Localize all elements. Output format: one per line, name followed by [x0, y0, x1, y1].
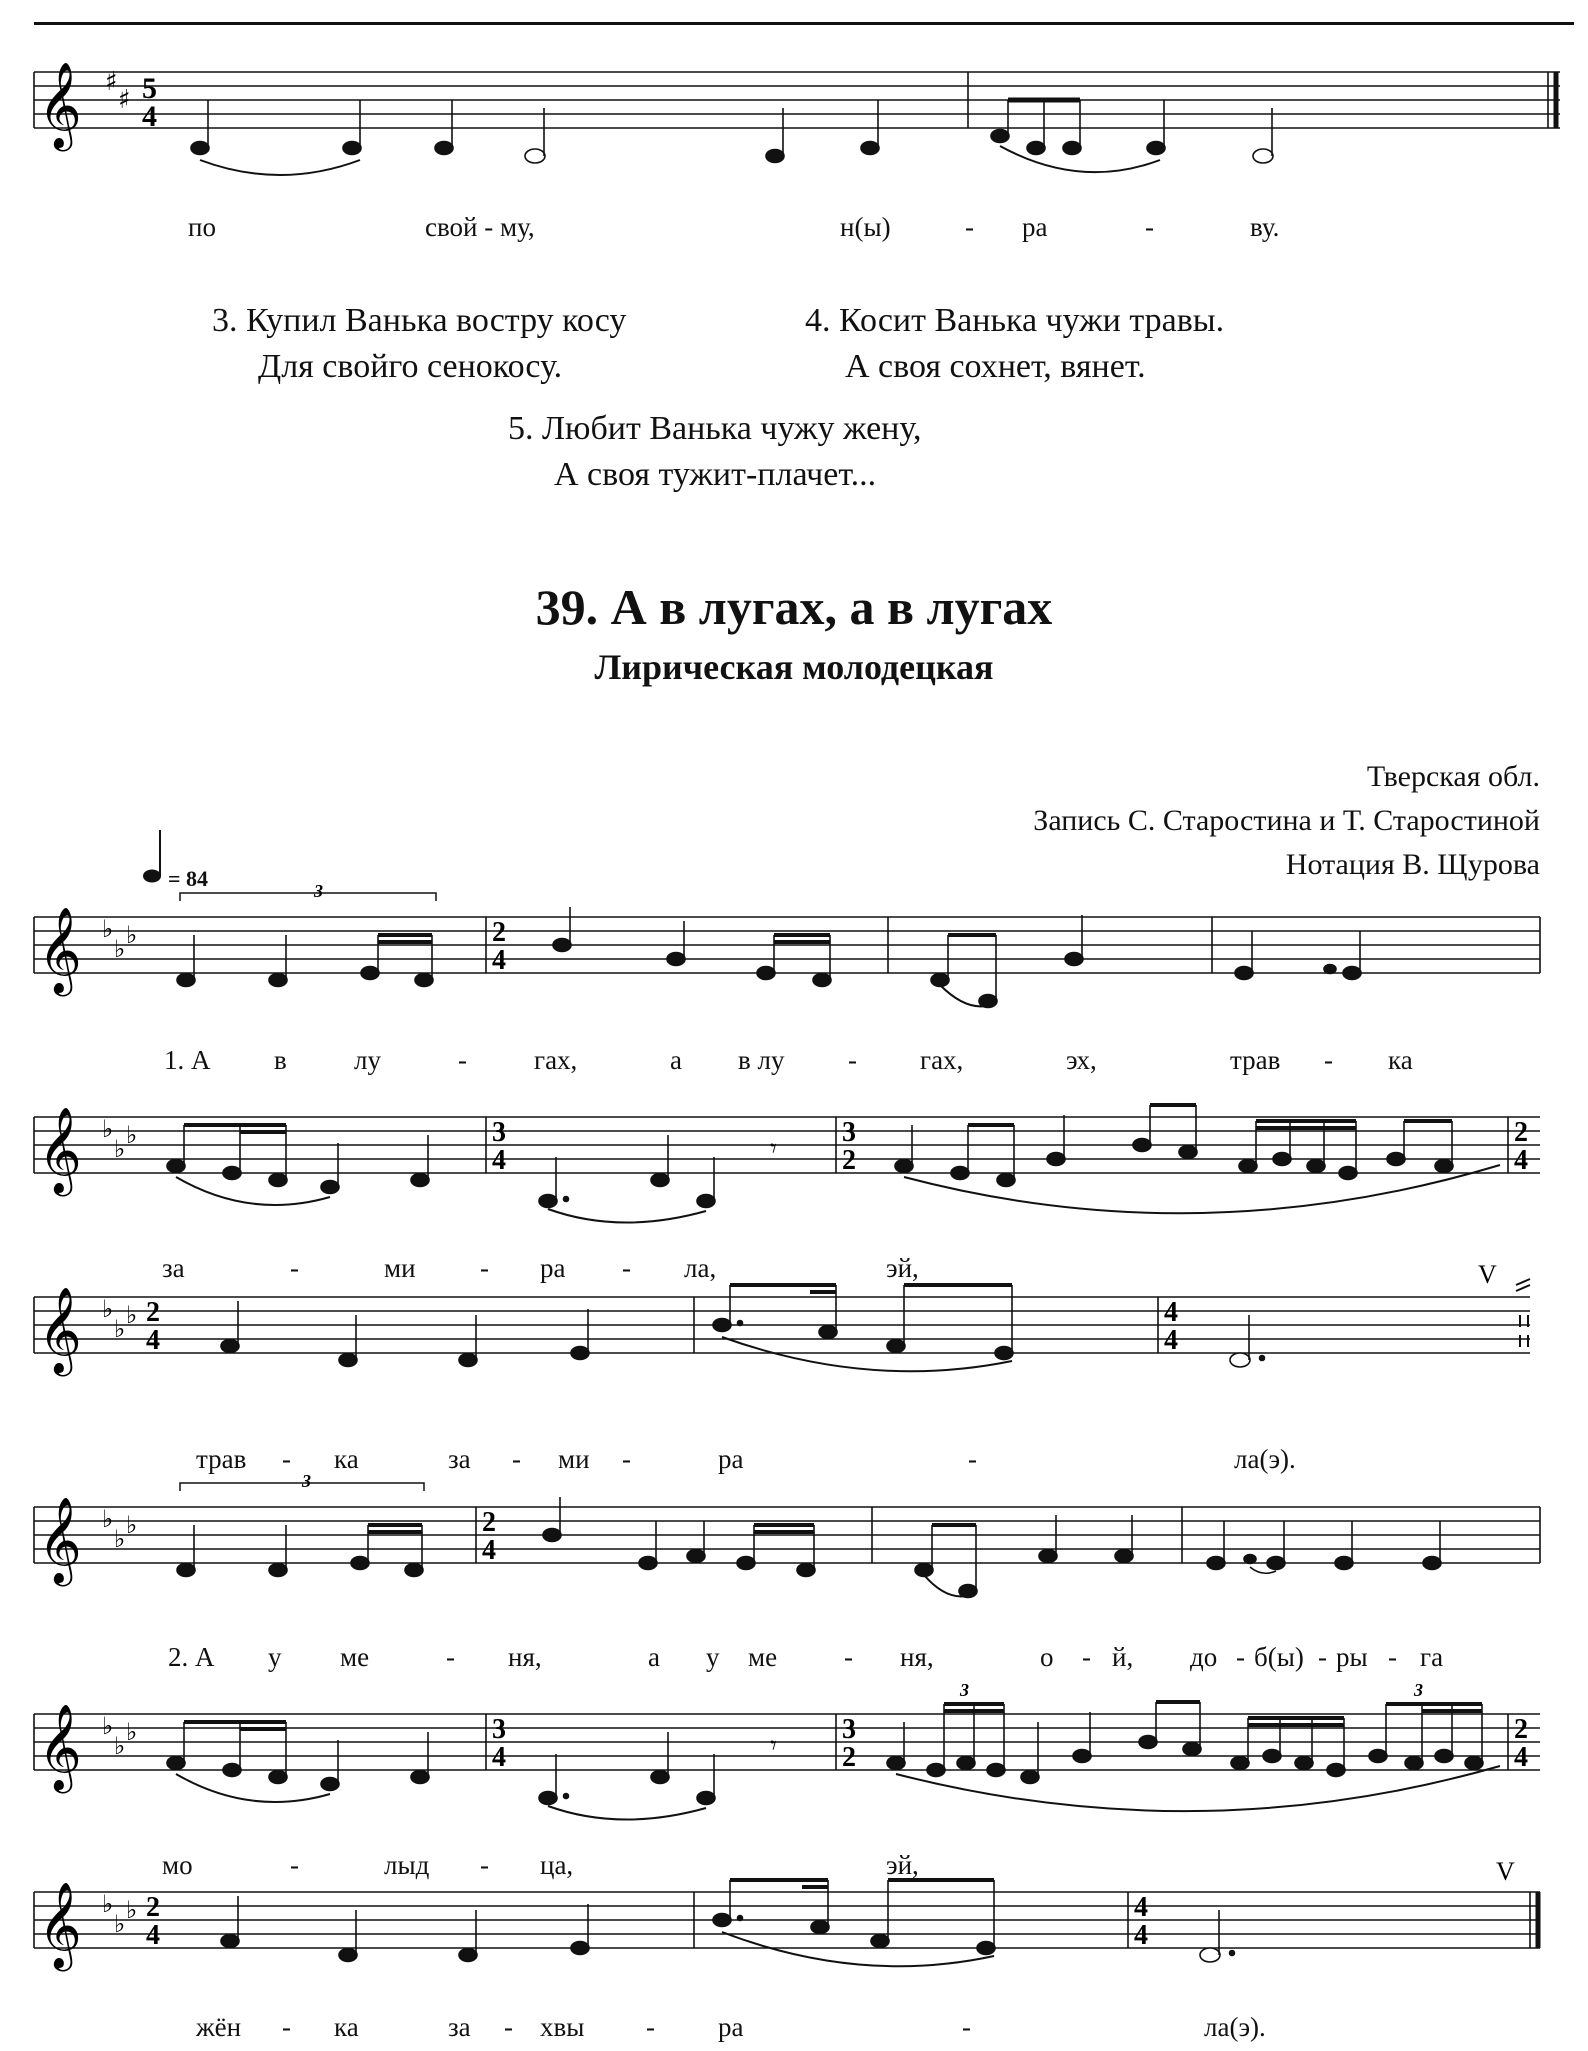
lyric-syllable: лу	[354, 1045, 381, 1075]
lyric-syllable: -	[1082, 1642, 1091, 1672]
note	[411, 1174, 429, 1187]
verse-3: 3. Купил Ванька востру косу Для свойго сенокосу.	[212, 302, 627, 385]
lyric-syllable: ме	[748, 1642, 778, 1672]
time-signature: 4	[492, 1742, 506, 1773]
lyric-syllable: -	[290, 1253, 299, 1283]
note	[177, 974, 195, 987]
verse-4: 4. Косит Ванька чужи травы. А своя сохнет, вянет.	[805, 302, 1225, 385]
note	[1435, 1750, 1453, 1763]
time-signature: 2	[842, 1742, 856, 1773]
lyric-syllable: эх,	[1066, 1045, 1097, 1075]
lyric-syllable: -	[282, 1444, 291, 1474]
time-signature: 4	[492, 945, 506, 976]
note	[571, 1347, 589, 1360]
song-title: 39. А в лугах, а в лугах	[535, 579, 1053, 635]
lyric-syllable: ву.	[1250, 212, 1280, 242]
lyric-syllable: а	[648, 1642, 660, 1672]
note	[269, 1564, 287, 1577]
note	[1387, 1153, 1405, 1166]
lyric-syllable: ка	[334, 2012, 359, 2042]
lyric-syllable: гах,	[920, 1045, 964, 1075]
note	[667, 953, 685, 966]
lyric-syllable: ми	[384, 1253, 416, 1283]
note	[931, 974, 949, 987]
lyric-syllable: ры	[1336, 1642, 1368, 1672]
note	[651, 1771, 669, 1784]
note	[1183, 1743, 1201, 1756]
time-signature: 5	[142, 72, 157, 105]
time-signature: 3	[842, 1117, 856, 1148]
staff-system-4	[0, 1471, 1588, 1595]
note	[553, 939, 571, 952]
treble-clef-icon: 𝄞	[38, 1107, 82, 1193]
flat-icon: ♭	[126, 1718, 138, 1746]
lyric-syllable: трав	[196, 1444, 247, 1474]
lyric-syllable: га	[1420, 1642, 1444, 1672]
note	[539, 1195, 557, 1208]
note	[459, 1354, 477, 1367]
lyric-syllable: -	[480, 1253, 489, 1283]
note	[321, 1778, 339, 1791]
flat-icon: ♭	[126, 1121, 138, 1149]
tuplet-number: 3	[1414, 1680, 1423, 1700]
flat-icon: ♭	[114, 935, 126, 963]
time-signature: 4	[146, 1325, 160, 1356]
note	[571, 1942, 589, 1955]
note	[415, 974, 433, 987]
flat-icon: ♭	[102, 1295, 114, 1323]
note	[177, 1564, 195, 1577]
lyric-syllable: до	[1190, 1642, 1218, 1672]
lyric-syllable: о	[1040, 1642, 1054, 1672]
lyric-syllable: ла(э).	[1234, 1444, 1296, 1474]
note	[269, 1174, 287, 1187]
time-signature: 4	[1164, 1297, 1178, 1328]
sharp-icon: ♯	[105, 67, 118, 97]
lyric-syllable: -	[962, 2012, 971, 2042]
lyric-syllable: ла,	[684, 1253, 717, 1283]
lyric-syllable: -	[646, 2012, 655, 2042]
lyric-syllable: 2. А	[168, 1642, 215, 1672]
lyric-syllable: й,	[1112, 1642, 1134, 1672]
flat-icon: ♭	[102, 915, 114, 943]
note	[957, 1757, 975, 1770]
note	[811, 1921, 829, 1934]
flat-icon: ♭	[126, 921, 138, 949]
note	[191, 142, 209, 155]
lyric-syllable: -	[446, 1642, 455, 1672]
note	[223, 1764, 241, 1777]
note	[223, 1167, 241, 1180]
note	[339, 1354, 357, 1367]
eighth-rest-icon: 𝄾	[770, 1134, 777, 1164]
note	[1239, 1160, 1257, 1173]
note	[1133, 1139, 1151, 1152]
tuplet-number: 3	[314, 881, 323, 901]
note	[1295, 1757, 1313, 1770]
note	[1021, 1771, 1039, 1784]
lyric-syllable: -	[458, 1045, 467, 1075]
staff-system-5	[0, 1682, 1588, 1822]
treble-clef-icon: 𝄞	[38, 62, 82, 148]
note	[977, 1942, 995, 1955]
note	[697, 1195, 715, 1208]
flat-icon: ♭	[126, 1301, 138, 1329]
lyric-syllable: -	[968, 1444, 977, 1474]
note	[1369, 1750, 1387, 1763]
note	[651, 1174, 669, 1187]
note	[167, 1160, 185, 1173]
time-signature: 2	[1514, 1117, 1528, 1148]
time-signature: 2	[492, 917, 506, 948]
note	[1039, 1550, 1057, 1563]
flat-icon: ♭	[114, 1135, 126, 1163]
lyric-syllable: ня,	[900, 1642, 934, 1672]
note	[887, 1340, 905, 1353]
flat-icon: ♭	[126, 1511, 138, 1539]
note	[435, 142, 453, 155]
lyric-syllable: за	[162, 1253, 185, 1283]
note	[819, 1326, 837, 1339]
lyric-syllable: -	[844, 1642, 853, 1672]
time-signature: 4	[1164, 1325, 1178, 1356]
lyric-syllable: -	[622, 1444, 631, 1474]
treble-clef-icon: 𝄞	[38, 1704, 82, 1790]
lyric-syllable: хвы	[540, 2012, 585, 2042]
time-signature: 4	[142, 100, 157, 133]
lyric-syllable: эй,	[886, 1850, 919, 1880]
sharp-icon: ♯	[118, 85, 131, 115]
note	[543, 1529, 561, 1542]
lyric-syllable: гах,	[534, 1045, 578, 1075]
tempo-marking: = 84	[168, 866, 209, 891]
note	[1423, 1557, 1441, 1570]
note	[221, 1935, 239, 1948]
flat-icon: ♭	[114, 1732, 126, 1760]
lyric-syllable: ра	[1022, 212, 1048, 242]
note	[861, 142, 879, 155]
note	[1435, 1160, 1453, 1173]
lyric-syllable: у	[268, 1642, 282, 1672]
note	[539, 1792, 557, 1805]
note	[871, 1935, 889, 1948]
note	[757, 967, 775, 980]
note	[1147, 142, 1165, 155]
note	[405, 1564, 423, 1577]
lyric-syllable: трав	[1230, 1045, 1281, 1075]
note	[1207, 1557, 1225, 1570]
verse-5: 5. Любит Ванька чужу жену, А своя тужит-плачет...	[508, 410, 922, 493]
note	[951, 1167, 969, 1180]
lyric-syllable: в	[274, 1045, 287, 1075]
lyric-syllable: жён	[196, 2012, 242, 2042]
lyric-syllable: -	[504, 2012, 513, 2042]
grace-note	[1244, 1555, 1256, 1564]
lyric-syllable: в лу	[738, 1045, 785, 1075]
note	[1231, 1757, 1249, 1770]
time-signature: 4	[146, 1920, 160, 1951]
lyric-syllable: мо	[162, 1850, 193, 1880]
flat-icon: ♭	[102, 1115, 114, 1143]
recorded-by: Запись С. Старостина и Т. Старостиной	[1033, 804, 1540, 837]
staff-system-6	[0, 1857, 1588, 2000]
note	[1073, 1750, 1091, 1763]
lyric-syllable: -	[1388, 1642, 1397, 1672]
time-signature: 2	[1514, 1714, 1528, 1745]
lyric-syllable: -	[512, 1444, 521, 1474]
lyric-syllable: -	[965, 212, 974, 242]
note	[459, 1949, 477, 1962]
lyric-syllable: ра	[540, 1253, 566, 1283]
time-signature: 2	[482, 1507, 496, 1538]
time-signature: 3	[492, 1117, 506, 1148]
note	[1065, 953, 1083, 966]
note	[713, 1914, 731, 1927]
lyric-syllable: а	[670, 1045, 682, 1075]
staff-system-3	[0, 1260, 1588, 1405]
note	[1267, 1557, 1285, 1570]
lyric-syllable: ка	[1388, 1045, 1413, 1075]
note	[915, 1564, 933, 1577]
time-signature: 3	[842, 1714, 856, 1745]
note	[887, 1757, 905, 1770]
note	[1465, 1757, 1483, 1770]
lyric-syllable: -	[1318, 1642, 1327, 1672]
note	[1273, 1153, 1291, 1166]
staff-system-2	[0, 1085, 1588, 1225]
note	[1235, 967, 1253, 980]
tuplet-number: 3	[960, 1680, 969, 1700]
note	[639, 1557, 657, 1570]
note	[1063, 142, 1081, 155]
note	[1253, 149, 1273, 163]
eighth-rest-icon: 𝄾	[770, 1731, 777, 1761]
lyric-syllable: -	[1145, 212, 1154, 242]
breath-mark: V	[1478, 1260, 1497, 1289]
note	[1047, 1153, 1065, 1166]
lyric-syllable: ца,	[540, 1850, 574, 1880]
lyric-syllable: лыд	[384, 1850, 430, 1880]
note	[1027, 142, 1045, 155]
lyric-syllable: -	[848, 1045, 857, 1075]
flat-icon: ♭	[102, 1712, 114, 1740]
note	[1200, 1948, 1220, 1962]
lyric-syllable: н(ы)	[840, 212, 891, 242]
note	[1139, 1736, 1157, 1749]
time-signature: 4	[1134, 1920, 1148, 1951]
note	[1343, 967, 1361, 980]
note	[221, 1340, 239, 1353]
note	[687, 1550, 705, 1563]
note	[895, 1160, 913, 1173]
lyric-syllable: эй,	[886, 1253, 919, 1283]
grace-note	[1324, 965, 1336, 974]
note	[1179, 1146, 1197, 1159]
note	[995, 1347, 1013, 1360]
lyric-syllable: ла(э).	[1204, 2012, 1266, 2042]
notation-by: Нотация В. Щурова	[1285, 848, 1540, 881]
time-signature: 4	[482, 1535, 496, 1566]
flat-icon: ♭	[126, 1896, 138, 1924]
note	[1263, 1750, 1281, 1763]
lyric-syllable: ми	[558, 1444, 590, 1474]
treble-clef-icon: 𝄞	[38, 907, 82, 993]
flat-icon: ♭	[114, 1910, 126, 1938]
note	[987, 1764, 1005, 1777]
note	[269, 974, 287, 987]
note	[411, 1771, 429, 1784]
lyric-syllable: -	[480, 1850, 489, 1880]
lyric-syllable: -	[282, 2012, 291, 2042]
note	[1335, 1557, 1353, 1570]
region-label: Тверская обл.	[1366, 760, 1540, 793]
time-signature: 2	[146, 1892, 160, 1923]
breath-mark: V	[1496, 1857, 1515, 1886]
time-signature: 3	[492, 1714, 506, 1745]
lyric-syllable: по	[188, 212, 216, 242]
note	[1230, 1353, 1250, 1367]
note	[269, 1771, 287, 1784]
flat-icon: ♭	[102, 1505, 114, 1533]
lyric-syllable: за	[448, 2012, 471, 2042]
note	[321, 1181, 339, 1194]
top-rule	[34, 22, 1574, 25]
lyric-syllable: за	[448, 1444, 471, 1474]
lyric-syllable: -	[622, 1253, 631, 1283]
note	[361, 967, 379, 980]
note	[697, 1792, 715, 1805]
lyric-syllable: -	[290, 1850, 299, 1880]
treble-clef-icon: 𝄞	[38, 1497, 82, 1583]
lyric-syllable: свой - му,	[425, 212, 535, 242]
staff-system-top	[0, 60, 1588, 200]
note	[797, 1564, 815, 1577]
time-signature: 4	[492, 1145, 506, 1176]
note	[339, 1949, 357, 1962]
note	[766, 150, 784, 163]
time-signature: 2	[146, 1297, 160, 1328]
note	[991, 130, 1009, 143]
lyric-syllable: ня,	[508, 1642, 542, 1672]
lyric-syllable: ра	[718, 1444, 744, 1474]
treble-clef-icon: 𝄞	[38, 1882, 82, 1968]
note	[713, 1319, 731, 1332]
tuplet-number: 3	[302, 1471, 311, 1491]
staff-system-1	[0, 881, 1588, 1005]
note	[1339, 1167, 1357, 1180]
note	[343, 142, 361, 155]
lyric-syllable: ра	[718, 2012, 744, 2042]
quarter-note-icon	[140, 826, 170, 886]
time-signature: 4	[1134, 1892, 1148, 1923]
song-subtitle: Лирическая молодецкая	[594, 647, 994, 687]
note	[813, 974, 831, 987]
lyric-syllable: ме	[340, 1642, 370, 1672]
lyric-syllable: 1. А	[164, 1045, 211, 1075]
note	[351, 1557, 369, 1570]
note	[737, 1557, 755, 1570]
lyric-syllable: б(ы)	[1254, 1642, 1304, 1672]
flat-icon: ♭	[102, 1890, 114, 1918]
time-signature: 2	[842, 1145, 856, 1176]
treble-clef-icon: 𝄞	[38, 1287, 82, 1373]
note	[1327, 1764, 1345, 1777]
note	[997, 1174, 1015, 1187]
note	[525, 149, 545, 163]
lyric-syllable: -	[1236, 1642, 1245, 1672]
lyric-syllable: у	[706, 1642, 720, 1672]
note	[1115, 1550, 1133, 1563]
flat-icon: ♭	[114, 1525, 126, 1553]
note	[1307, 1160, 1325, 1173]
note	[167, 1757, 185, 1770]
note	[927, 1764, 945, 1777]
lyric-syllable: ка	[334, 1444, 359, 1474]
time-signature: 4	[1514, 1742, 1528, 1773]
flat-icon: ♭	[114, 1315, 126, 1343]
lyric-syllable: -	[1324, 1045, 1333, 1075]
time-signature: 4	[1514, 1145, 1528, 1176]
note	[1405, 1757, 1423, 1770]
